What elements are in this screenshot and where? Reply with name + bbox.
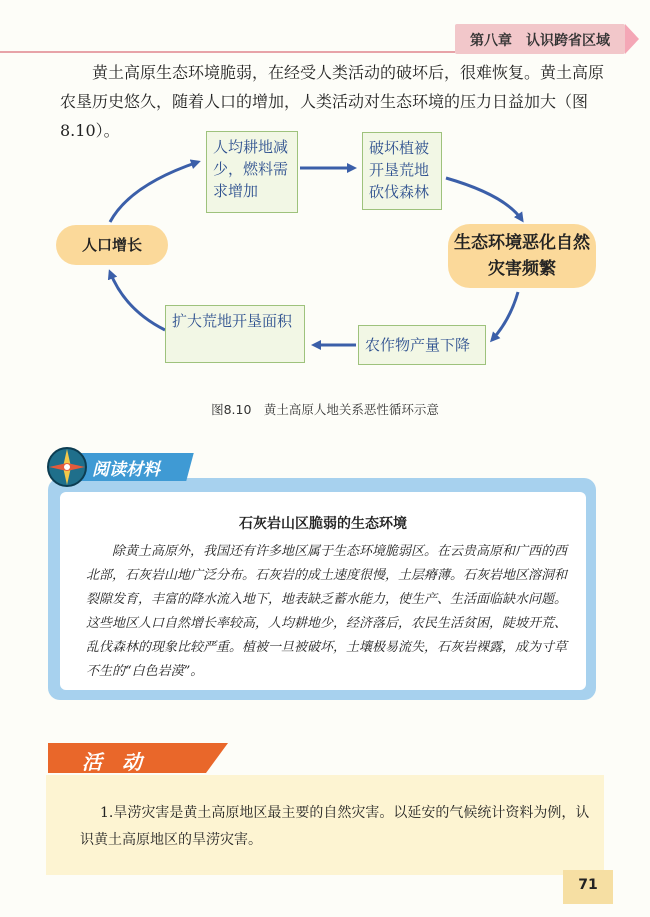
node-eco-degradation: 生态环境恶化自然灾害频繁 [448, 224, 596, 288]
node-expand-reclamation: 扩大荒地开垦面积 [165, 305, 305, 363]
arrow-b2-b3 [446, 178, 522, 220]
page-number: 71 [578, 877, 598, 893]
node-crop-decline: 农作物产量下降 [358, 325, 486, 365]
reading-body: 除黄土高原外，我国还有许多地区属于生态环境脆弱区。在云贵高原和广西的西北部，石灰岩山地广泛分布。石灰岩的成土速度很慢，土层瘠薄。石灰岩地区溶洞和裂隙发育，丰富的降水流入地下，地表缺乏蓄水能力，使生产、生活面临缺水问题。这些地区人口自然增长率较高，人均耕地少，经济落后，农民生活贫困，陡坡开荒、乱伐森林的现象比较严重。植被一旦被破坏，土壤极易流失，石灰岩裸露，成为寸草不生的“白色岩漠”。 [86, 544, 568, 679]
chapter-title: 第八章 认识跨省区域 [470, 33, 610, 49]
activity-item-1: 1.旱涝灾害是黄土高原地区最主要的自然灾害。以延安的气候统计资料为例，认识黄土高原地区的旱涝灾害。 [80, 805, 590, 848]
figure-caption: 图8.10 黄土高原人地关系恶性循环示意 [211, 402, 439, 417]
node-farmland-fuel: 人均耕地减少，燃料需求增加 [206, 131, 298, 213]
arrow-b5-b6 [110, 272, 165, 330]
compass-icon [46, 446, 88, 488]
reading-label: 阅读材料 [92, 460, 160, 480]
activity-label: 活 动 [82, 750, 142, 774]
header-rule [0, 51, 455, 53]
activity-header-tail [206, 743, 228, 773]
intro-paragraph: 黄土高原生态环境脆弱，在经受人类活动的破坏后，很难恢复。黄土高原农垦历史悠久，随着人口的增加，人类活动对生态环境的压力日益加大（图8.10）。 [60, 63, 605, 140]
chapter-tab-arrow [625, 24, 639, 54]
arrow-b3-b4 [492, 292, 518, 340]
node-population-growth: 人口增长 [56, 225, 168, 265]
arrow-b6-b1 [110, 162, 198, 222]
reading-title: 石灰岩山区脆弱的生态环境 [239, 516, 407, 532]
node-destroy-vegetation: 破坏植被开垦荒地砍伐森林 [362, 132, 442, 210]
